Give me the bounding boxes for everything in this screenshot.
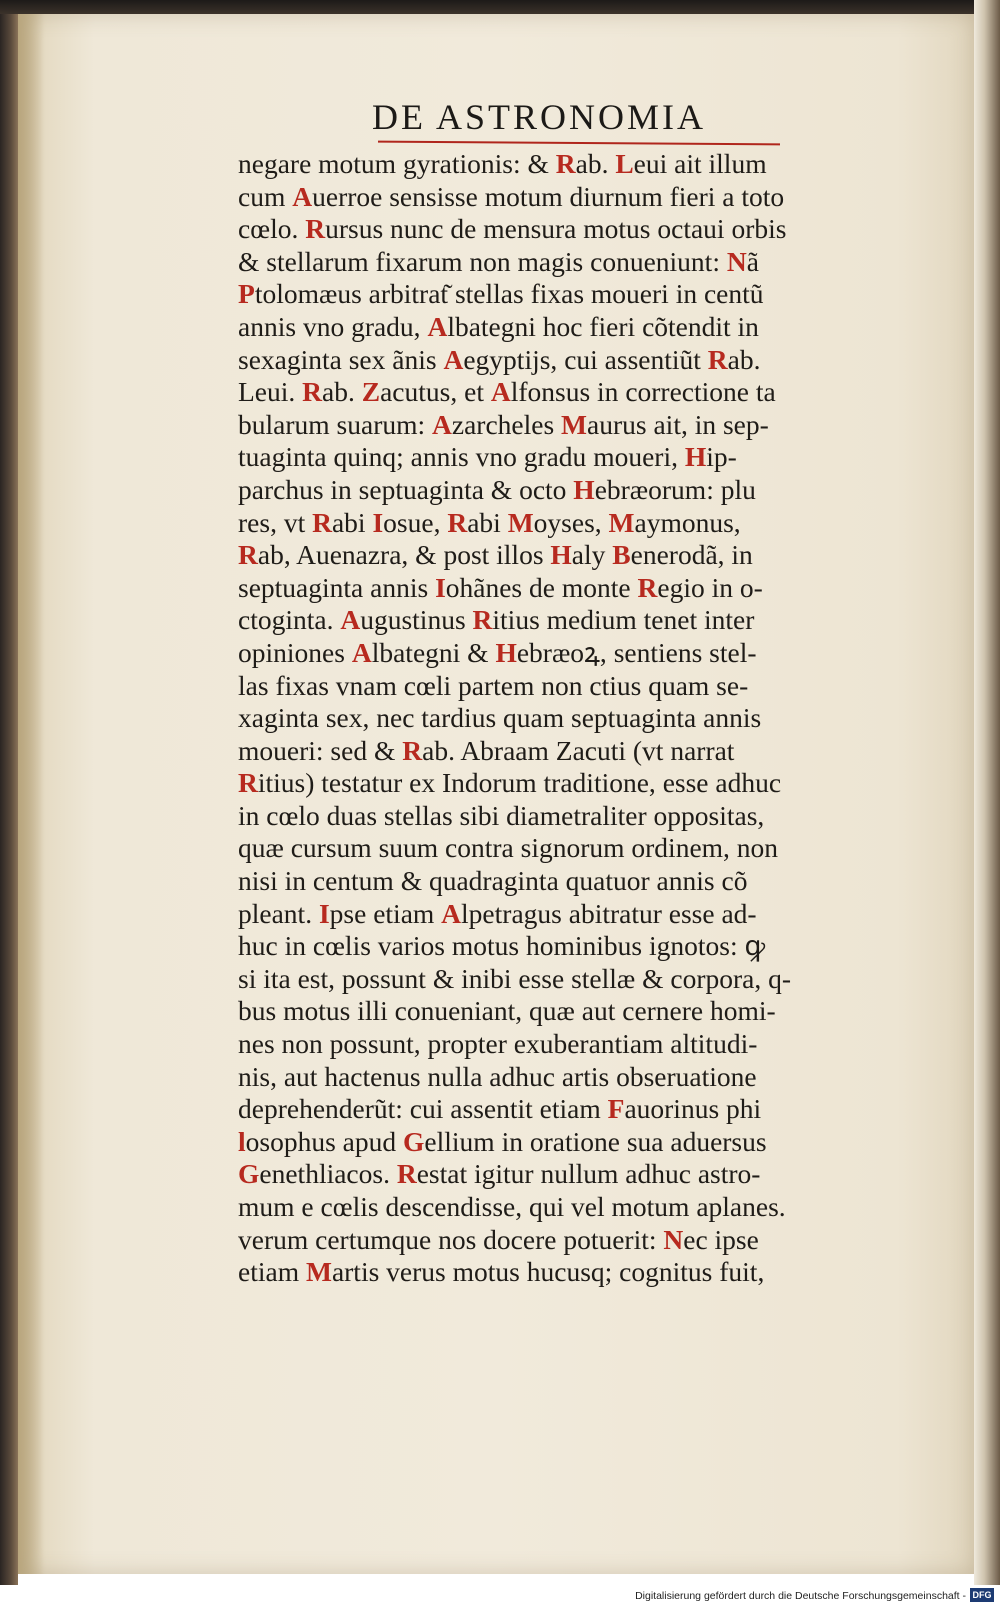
text-line: losophus apud Gellium in oratione sua aduersus: [238, 1125, 767, 1157]
rubricated-initial: N: [663, 1223, 684, 1255]
text-line: Ptolomæus arbitrat͂ stellas fixas moueri in centũ: [238, 278, 764, 310]
rubricated-initial: H: [550, 539, 572, 571]
text-line: res, vt Rabi Iosue, Rabi Moyses, Maymonus,: [238, 506, 741, 538]
text-line: negare motum gyrationis: & Rab. Leui ait illum: [238, 148, 767, 179]
rubricated-initial: B: [612, 539, 631, 571]
text-line: huc in cœlis varios motus hominibus ignotos: ꝙ: [238, 930, 766, 962]
text-line: nisi in centum & quadraginta quatuor annis cõ: [238, 865, 748, 897]
text-line: bus motus illi conueniant, quæ aut cernere homi-: [238, 995, 776, 1027]
text-line: ctoginta. Augustinus Ritius medium tenet inter: [238, 604, 755, 636]
text-line: sexaginta sex ãnis Aegyptijs, cui assentiũt Rab.: [238, 343, 761, 375]
rubricated-initial: H: [573, 473, 595, 505]
text-line: mum e cœlis descendisse, qui vel motum aplanes.: [238, 1191, 786, 1222]
rubricated-initial: M: [507, 506, 534, 538]
rubricated-initial: Z: [361, 376, 381, 408]
rubricated-initial: M: [561, 408, 588, 440]
rubricated-initial: H: [495, 636, 517, 668]
text-line: Ritius) testatur ex Indorum traditione, esse adhuc: [238, 767, 782, 799]
text-line: opiniones Albategni & Hebræoꝝ, sentiens stel-: [238, 636, 757, 668]
rubricated-initial: A: [441, 897, 462, 929]
text-line: bularum suarum: Azarcheles Maurus ait, in sep-: [238, 408, 769, 440]
text-line: etiam Martis verus motus hucusq; cognitus fuit,: [238, 1256, 765, 1288]
running-head: DE ASTRONOMIA: [372, 97, 707, 137]
rubricated-initial: R: [238, 539, 258, 571]
text-line: verum certumque nos docere potuerit: Nec ipse: [238, 1223, 759, 1255]
dfg-logo: DFG: [970, 1588, 994, 1602]
rubricated-initial: A: [340, 604, 361, 636]
text-line: xaginta sex, nec tardius quam septuaginta annis: [238, 702, 762, 734]
text-line: in cœlo duas stellas sibi diametraliter oppositas,: [238, 799, 765, 831]
rubricated-initial: R: [555, 148, 576, 179]
rubricated-initial: R: [302, 376, 323, 408]
rubricated-initial: R: [472, 604, 493, 636]
text-line: tuaginta quinq; annis vno gradu moueri, Hip-: [238, 441, 737, 473]
rubricated-initial: R: [637, 571, 658, 603]
rubricated-initial: R: [238, 767, 258, 799]
rubricated-initial: R: [707, 343, 728, 375]
body-text: [238, 148, 918, 1289]
rubricated-initial: A: [427, 310, 448, 342]
text-line: nes non possunt, propter exuberantiam altitudi-: [238, 1028, 758, 1060]
rubricated-initial: A: [443, 343, 464, 375]
book-binding-edge: [0, 0, 18, 1585]
text-line: si ita est, possunt & inibi esse stellæ & corpora, q-: [238, 962, 792, 994]
rubricated-initial: F: [607, 1093, 625, 1125]
rubricated-initial: G: [403, 1125, 425, 1157]
rubricated-initial: L: [615, 148, 634, 179]
rubricated-initial: M: [305, 1256, 332, 1288]
rubricated-initial: A: [351, 636, 372, 668]
page-gutter-shading: [18, 14, 44, 1574]
text-line: deprehenderũt: cui assentit etiam Fauorinus phi: [238, 1093, 762, 1125]
rubricated-initial: I: [372, 506, 384, 538]
text-line: cœlo. Rursus nunc de mensura motus octaui orbis: [238, 213, 787, 245]
rubricated-initial: R: [312, 506, 332, 538]
text-line: parchus in septuaginta & octo Hebræorum: plu: [238, 473, 756, 505]
text-line: Rab, Auenazra, & post illos Haly Benerodã, in: [238, 539, 753, 571]
text-line: cum Auerroe sensisse motum diurnum fieri a toto: [238, 180, 785, 212]
rubricated-initial: I: [318, 897, 330, 929]
rubricated-initial: R: [396, 1158, 417, 1190]
rubricated-initial: R: [447, 506, 468, 538]
text-line: annis vno gradu, Albategni hoc fieri cõtendit in: [238, 310, 759, 342]
text-line: quæ cursum suum contra signorum ordinem, non: [238, 832, 779, 864]
text-line: Leui. Rab. Zacutus, et Alfonsus in correctione ta: [238, 376, 776, 408]
rubricated-initial: A: [292, 180, 313, 212]
text-line: moueri: sed & Rab. Abraam Zacuti (vt narrat: [238, 734, 735, 766]
rubricated-initial: l: [238, 1125, 246, 1157]
rubricated-initial: R: [305, 213, 326, 245]
rubricated-initial: A: [432, 408, 452, 440]
rubricated-initial: P: [238, 278, 255, 310]
rubricated-initial: N: [726, 245, 747, 277]
text-line: & stellarum fixarum non magis conueniunt: Nã: [238, 245, 759, 277]
rubricated-initial: G: [238, 1158, 260, 1190]
rubricated-initial: R: [402, 734, 423, 766]
top-edge-shadow: [0, 0, 1000, 14]
rubricated-initial: I: [435, 571, 446, 603]
text-line: Genethliacos. Restat igitur nullum adhuc astro-: [238, 1158, 761, 1190]
text-line: las fixas vnam cœli partem non ctius quam se-: [238, 669, 749, 701]
digitization-credit: Digitalisierung gefördert durch die Deutsche Forschungsgemeinschaft -: [635, 1590, 966, 1602]
rubricated-initial: H: [684, 441, 707, 473]
right-edge-shadow: [974, 0, 1000, 1585]
text-line: nis, aut hactenus nulla adhuc artis obseruatione: [238, 1060, 757, 1092]
rubricated-initial: A: [490, 376, 511, 408]
rubricated-initial: M: [608, 506, 635, 538]
text-line: septuaginta annis Iohãnes de monte Regio in o-: [238, 571, 763, 603]
text-line: pleant. Ipse etiam Alpetragus abitratur esse ad-: [238, 897, 757, 929]
